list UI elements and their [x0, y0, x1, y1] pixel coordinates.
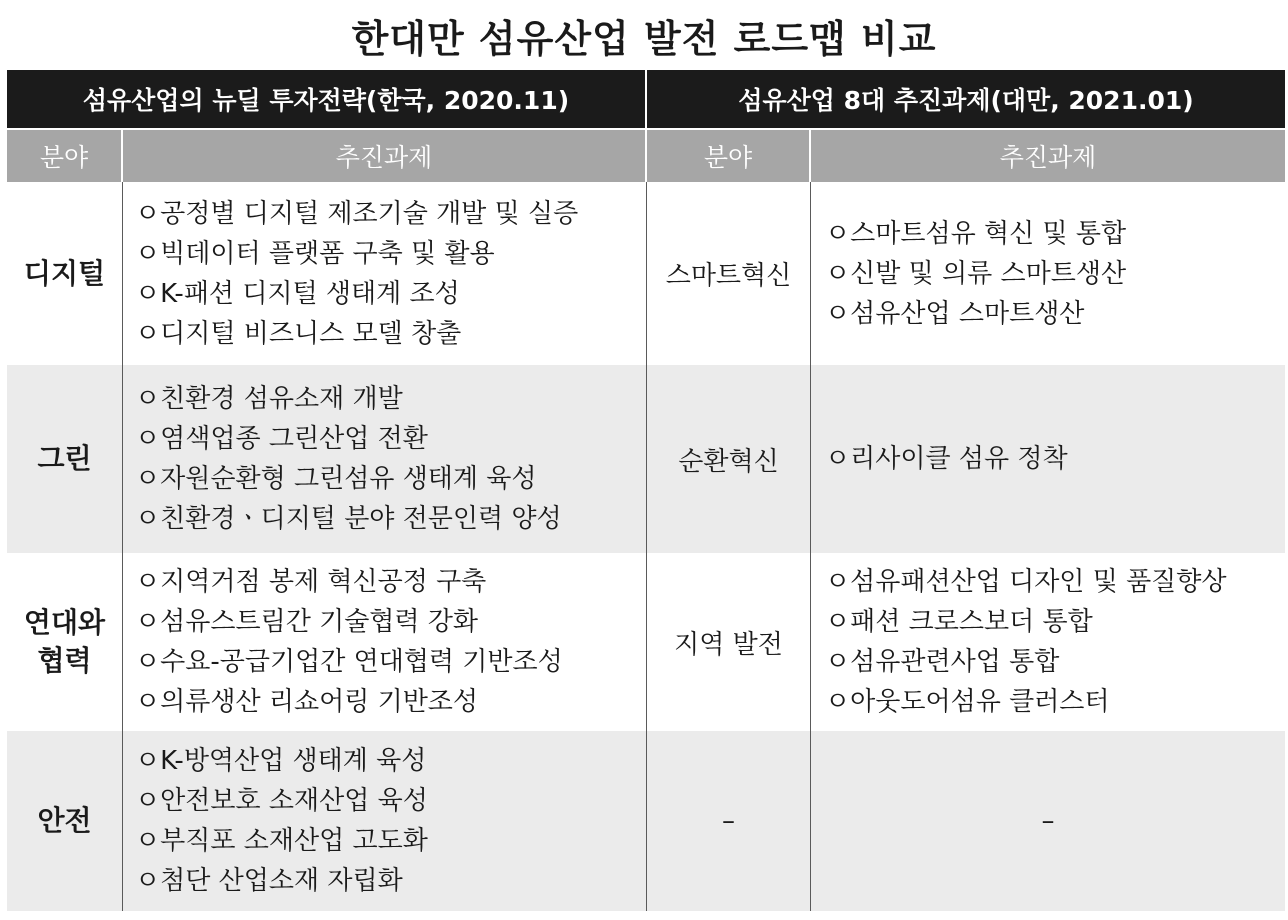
korea-task-cell	[123, 553, 647, 731]
list-item: ㅇ리사이클 섬유 정착	[825, 444, 1068, 474]
taiwan-task-cell: –	[811, 731, 1285, 911]
list-item: ㅇ지역거점 봉제 혁신공정 구축	[135, 567, 487, 597]
korea-task-cell	[123, 365, 647, 553]
list-item: ㅇ의류생산 리쇼어링 기반조성	[135, 687, 479, 717]
list-item: ㅇ안전보호 소재산업 육성	[135, 786, 428, 816]
list-item: ㅇ섬유패션산업 디자인 및 품질향상	[825, 567, 1227, 597]
list-item: ㅇ빅데이터 플랫폼 구축 및 활용	[135, 238, 495, 269]
list-item: ㅇ부직포 소재산업 고도화	[135, 826, 428, 856]
list-item: ㅇ패션 크로스보더 통합	[825, 607, 1093, 637]
task-list	[135, 194, 578, 354]
task-list	[825, 214, 1126, 334]
taiwan-field-cell: 스마트혁신	[647, 182, 811, 365]
taiwan-field-cell: –	[647, 731, 811, 911]
taiwan-header: 섬유산업 8대 추진과제(대만, 2021.01)	[647, 70, 1285, 128]
taiwan-field-cell: 지역 발전	[647, 553, 811, 731]
taiwan-field-column-header: 분야	[647, 128, 811, 182]
korea-field-cell	[7, 553, 123, 731]
page-title: 한대만 섬유산업 발전 로드맵 비교	[351, 16, 937, 61]
list-item: ㅇ자원순환형 그린섬유 생태계 육성	[135, 464, 537, 494]
taiwan-field-cell: 순환혁신	[647, 365, 811, 553]
task-list	[825, 562, 1227, 722]
list-item: ㅇ스마트섬유 혁신 및 통합	[825, 218, 1127, 249]
korea-field-cell: 디지털	[7, 182, 123, 365]
comparison-table	[7, 70, 1285, 911]
list-item: ㅇ섬유관련사업 통합	[825, 647, 1060, 677]
taiwan-task-cell	[811, 553, 1285, 731]
list-item: ㅇK-패션 디지털 생태계 조성	[135, 278, 460, 309]
list-item: ㅇ섬유산업 스마트생산	[825, 298, 1085, 329]
task-list	[825, 439, 1068, 479]
list-item: ㅇ친환경ㆍ디지털 분야 전문인력 양성	[135, 504, 562, 534]
list-item: ㅇ공정별 디지털 제조기술 개발 및 실증	[135, 198, 579, 229]
list-item: ㅇ아웃도어섬유 클러스터	[825, 687, 1110, 717]
taiwan-task-cell	[811, 365, 1285, 553]
list-item: ㅇK-방역산업 생태계 육성	[135, 746, 427, 776]
korea-field-column-header: 분야	[7, 128, 123, 182]
korea-task-cell	[123, 731, 647, 911]
taiwan-task-column-header: 추진과제	[811, 128, 1285, 182]
korea-task-cell	[123, 182, 647, 365]
list-item: ㅇ디지털 비즈니스 모델 창출	[135, 318, 462, 349]
list-item: ㅇ염색업종 그린산업 전환	[135, 424, 428, 454]
list-item: ㅇ신발 및 의류 스마트생산	[825, 258, 1127, 289]
list-item: ㅇ친환경 섬유소재 개발	[135, 384, 403, 414]
task-list	[135, 741, 428, 901]
list-item: ㅇ수요-공급기업간 연대협력 기반조성	[135, 647, 563, 677]
task-list	[135, 562, 563, 722]
taiwan-task-cell	[811, 182, 1285, 365]
korea-field-cell: 그린	[7, 365, 123, 553]
field-label-line: 협력	[37, 644, 92, 677]
korea-header: 섬유산업의 뉴딜 투자전략(한국, 2020.11)	[7, 70, 647, 128]
list-item: ㅇ첨단 산업소재 자립화	[135, 866, 403, 896]
task-list	[135, 379, 562, 539]
field-label-line: 연대와	[23, 606, 106, 640]
korea-task-column-header: 추진과제	[123, 128, 647, 182]
korea-field-cell: 안전	[7, 731, 123, 911]
list-item: ㅇ섬유스트림간 기술협력 강화	[135, 607, 479, 637]
